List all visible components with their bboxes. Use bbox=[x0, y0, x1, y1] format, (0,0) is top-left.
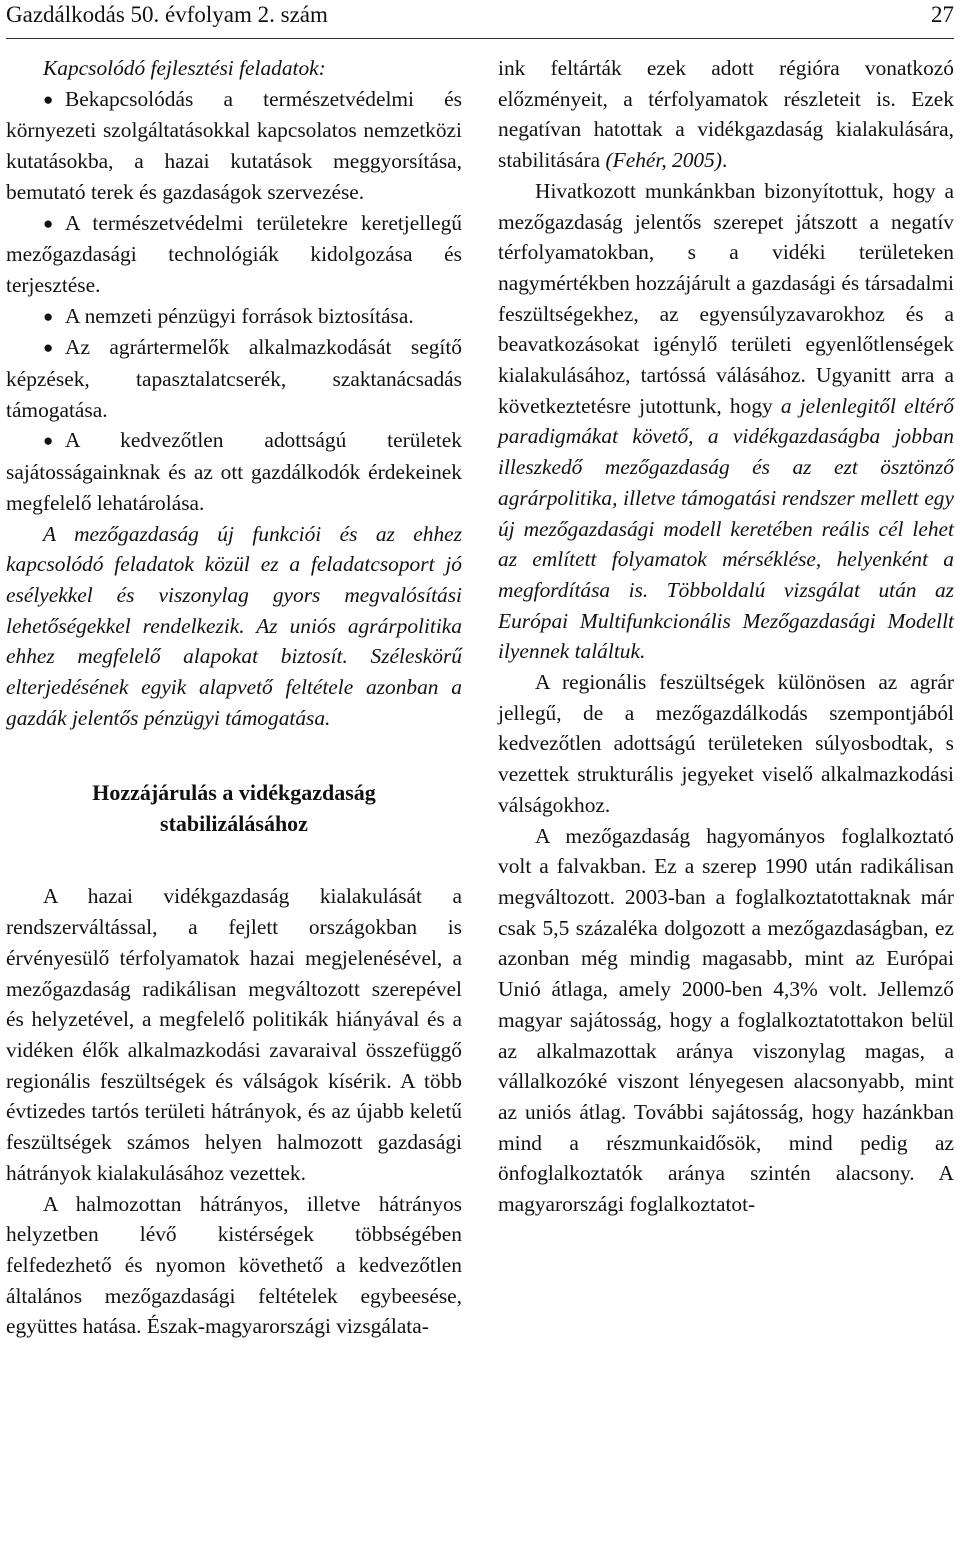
heading-line-2: stabilizálásához bbox=[160, 811, 308, 837]
body-paragraph: A halmozottan hátrányos, illetve hátrányos helyzetben lévő kistérségek többségében felfedezhető és nyomon követhető a kedvezőtlen általános mezőgazdasági feltételek egybeesése, együttes hatása. Észak-magyarországi vizsgálata- bbox=[6, 1191, 462, 1339]
bullet-icon: ● bbox=[43, 213, 54, 233]
left-column bbox=[6, 53, 462, 1342]
page-number: 27 bbox=[931, 2, 954, 27]
heading-line-1: Hozzájárulás a vidékgazdaság bbox=[92, 780, 376, 806]
header-rule bbox=[6, 38, 954, 39]
bullet-item: ● A kedvezőtlen adottságú területek sajátosságainknak és az ott gazdálkodók érdekeinek megfelelő lehatárolása. bbox=[6, 428, 462, 515]
body-paragraph: A mezőgazdaság hagyományos foglalkoztató volt a falvakban. Ez a szerep 1990 után radikálisan megváltozott. 2003-ban a foglalkoztatottaknak már csak 5,5 százaléka dolgozott a mezőgazdaságban, ez azonban még mindig magasabb, mint az Európai Unió átlaga, amely 2000-ben 4,3% volt. Jellemző magyar sajátosság, hogy a foglalkoztatottakon belül az alkalmazottak aránya viszonylag magas, a vállalkozóké viszont lényegesen alacsonyabb, mint az uniós átlag. További sajátosság, hogy hazánkban mind a részmunkaidősök, mind pedig az önfoglalkoztatók aránya szintén alacsony. A magyarországi foglalkoztatot- bbox=[498, 823, 954, 1217]
journal-title: Gazdálkodás 50. évfolyam 2. szám bbox=[6, 2, 328, 27]
section-heading bbox=[6, 777, 462, 839]
bullet-icon: ● bbox=[43, 89, 54, 109]
bullet-icon: ● bbox=[43, 338, 54, 358]
continuation-paragraph: ink feltárták ezek adott régióra vonatkozó előzményeit, a térfolyamatok részleteit is. Ezek negatívan hatottak a vidékgazdaság kialakulására, stabilitására (Fehér, 2005). bbox=[498, 56, 954, 173]
bullet-item: ● Bekapcsolódás a természetvédelmi és környezeti szolgáltatásokkal kapcsolatos nemzetközi kutatásokba, a hazai kutatások meggyorsítása, bemutató terek és gazdaságok szervezése. bbox=[6, 86, 462, 204]
body-paragraph: A hazai vidékgazdaság kialakulását a rendszerváltással, a fejlett országokban is érvényesülő térfolyamatok hazai megjelenésével, a mezőgazdaság radikálisan megváltozott szerepével és helyzetével, a megfelelő politikák hiányával és a vidéken élők alkalmazkodási zavaraival összefüggő regionális feszültségek és válságok kísérik. A több évtizedes tartós területi hátrányok, és az újabb keletű feszültségek számos helyen halmozott gazdasági hátrányok kialakulásához vezettek. bbox=[6, 884, 462, 1185]
bullet-item: ● A nemzeti pénzügyi források biztosítása. bbox=[6, 301, 462, 333]
intro-line: Kapcsolódó fejlesztési feladatok: bbox=[43, 56, 326, 80]
bullet-item: ● A természetvédelmi területekre keretjellegű mezőgazdasági technológiák kidolgozása és terjesztése. bbox=[6, 210, 462, 297]
bullet-item: ● Az agrártermelők alkalmazkodását segítő képzések, tapasztalatcserék, szaktanácsadás támogatása. bbox=[6, 335, 462, 422]
body-paragraph: A regionális feszültségek különösen az agrár jellegű, de a mezőgazdálkodás szempontjából kedvezőtlen adottságú területeken súlyosbodtak, s vezettek strukturális jegyeket viselő alkalmazkodási válságokhoz. bbox=[498, 670, 954, 817]
italic-emphasis: a jelenlegitől eltérő paradigmákat követő, a vidékgazdaságba jobban illeszkedő mezőgazdaság és az ezt ösztönző agrárpolitika, illetve támogatási rendszer mellett egy új mezőgazdasági modell keretében reális cél lehet az említett folyamatok mérséklése, helyenként a megfordítása is. Többoldalú vizsgálat után az Európai Multifunkcionális Mezőgazdasági Modellt ilyennek találtuk. bbox=[498, 393, 954, 664]
italic-paragraph: A mezőgazdaság új funkciói és az ehhez kapcsolódó feladatok közül ez a feladatcsoport jó esélyekkel és viszonylag gyors megvalósítási lehetőségekkel rendelkezik. Az uniós agrárpolitika ehhez megfelelő alapokat biztosít. Széleskörű elterjedésének egyik alapvető feltétele azonban a gazdák jelentős pénzügyi támogatása. bbox=[6, 521, 462, 730]
bullet-icon: ● bbox=[43, 306, 54, 326]
bullet-icon: ● bbox=[43, 431, 54, 451]
right-column bbox=[498, 53, 954, 1220]
citation: (Fehér, 2005) bbox=[605, 148, 722, 173]
body-paragraph: Hivatkozott munkánkban bizonyítottuk, hogy a mezőgazdaság jelentős szerepet játszott a negatív térfolyamatokban, s a vidéki területeken nagymértékben hozzájárult a gazdasági és társadalmi feszültségekhez, az egyensúlyzavarokhoz és a beavatkozásokat igénylő területi egyenlőtlenségek kialakulásához, tartóssá válásához. Ugyanitt arra a következtetésre jutottunk, hogy a jelenlegitől eltérő paradigmákat követő, a vidékgazdaságba jobban illeszkedő mezőgazdaság és az ezt ösztönző agrárpolitika, illetve támogatási rendszer mellett egy új mezőgazdasági modell keretében reális cél lehet az említett folyamatok mérséklése, helyenként a megfordítása is. Többoldalú vizsgálat után az Európai Multifunkcionális Mezőgazdasági Modellt ilyennek találtuk. bbox=[498, 178, 954, 664]
page-header bbox=[6, 0, 954, 34]
